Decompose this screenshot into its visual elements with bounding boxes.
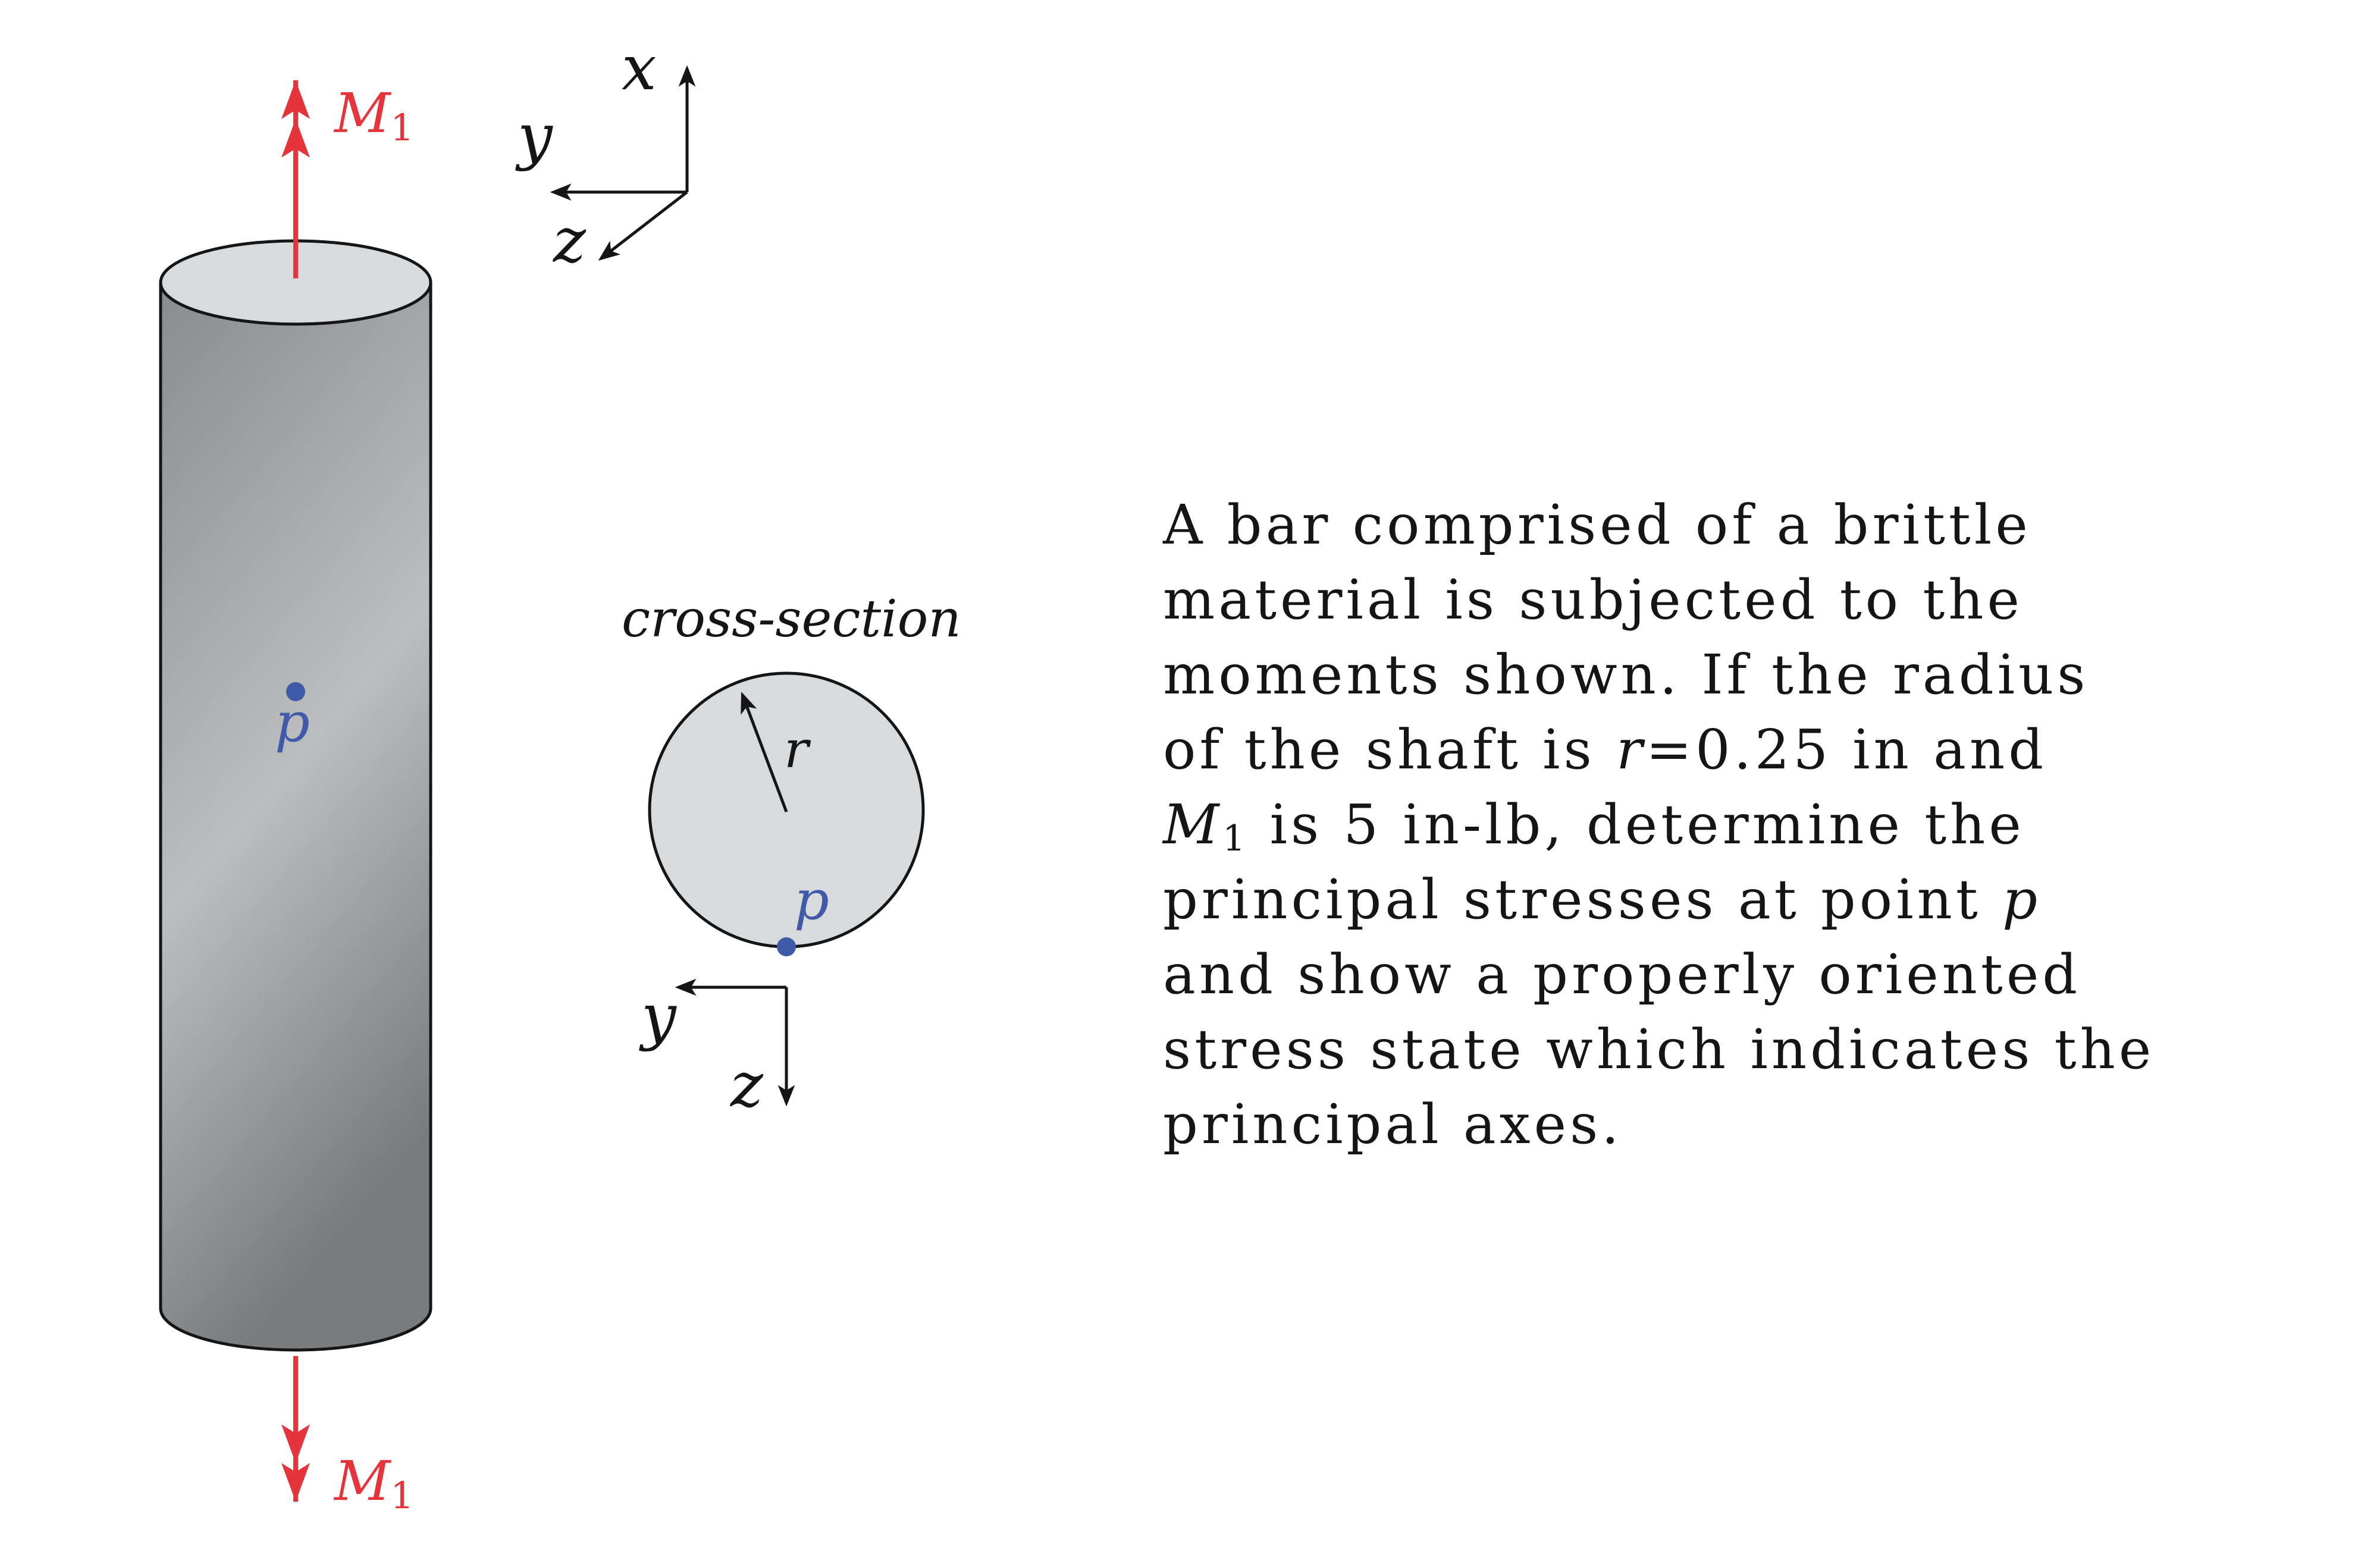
problem-line-4: of the shaft is r=0.25 in and (1163, 718, 2047, 781)
problem-line-6: principal stresses at point p (1163, 868, 2041, 931)
point-p-bar-label: p (275, 690, 310, 754)
axis-y-2d-label: y (641, 980, 676, 1053)
moment-arrow-bottom (281, 1356, 310, 1502)
cylinder-body (161, 282, 431, 1350)
problem-statement (1163, 488, 2347, 1162)
moment-label-bottom: M1 (334, 1449, 414, 1517)
point-p-section (777, 937, 796, 956)
axis-z-3d-label: z (553, 204, 586, 277)
axis-z-2d-label: z (730, 1049, 763, 1121)
axis-x-3d-label: x (622, 32, 657, 104)
axis-y-3d-label: y (518, 100, 553, 172)
moment-variable: M (1163, 793, 1223, 856)
problem-line-8: stress state which indicates the (1163, 1018, 2155, 1081)
radius-variable: r (1616, 718, 1647, 781)
radius-label: r (784, 720, 809, 780)
problem-line-7: and show a properly oriented (1163, 943, 2081, 1006)
problem-line-2: material is subjected to the (1163, 568, 2023, 632)
cross-section-label: cross-section (622, 589, 961, 649)
problem-line-5: $M_1$ is 5 in-lb, determine the (1163, 793, 2025, 859)
point-p-section-label: p (794, 868, 829, 932)
problem-line-1: A bar comprised of a brittle (1163, 493, 2031, 557)
axis-z-3d (601, 192, 687, 259)
cylinder-bar (161, 241, 431, 1350)
problem-line-3: moments shown. If the radius (1163, 643, 2089, 707)
problem-line-9: principal axes. (1163, 1093, 1623, 1156)
moment-label-top: M1 (334, 81, 414, 149)
point-variable: p (2002, 868, 2041, 931)
